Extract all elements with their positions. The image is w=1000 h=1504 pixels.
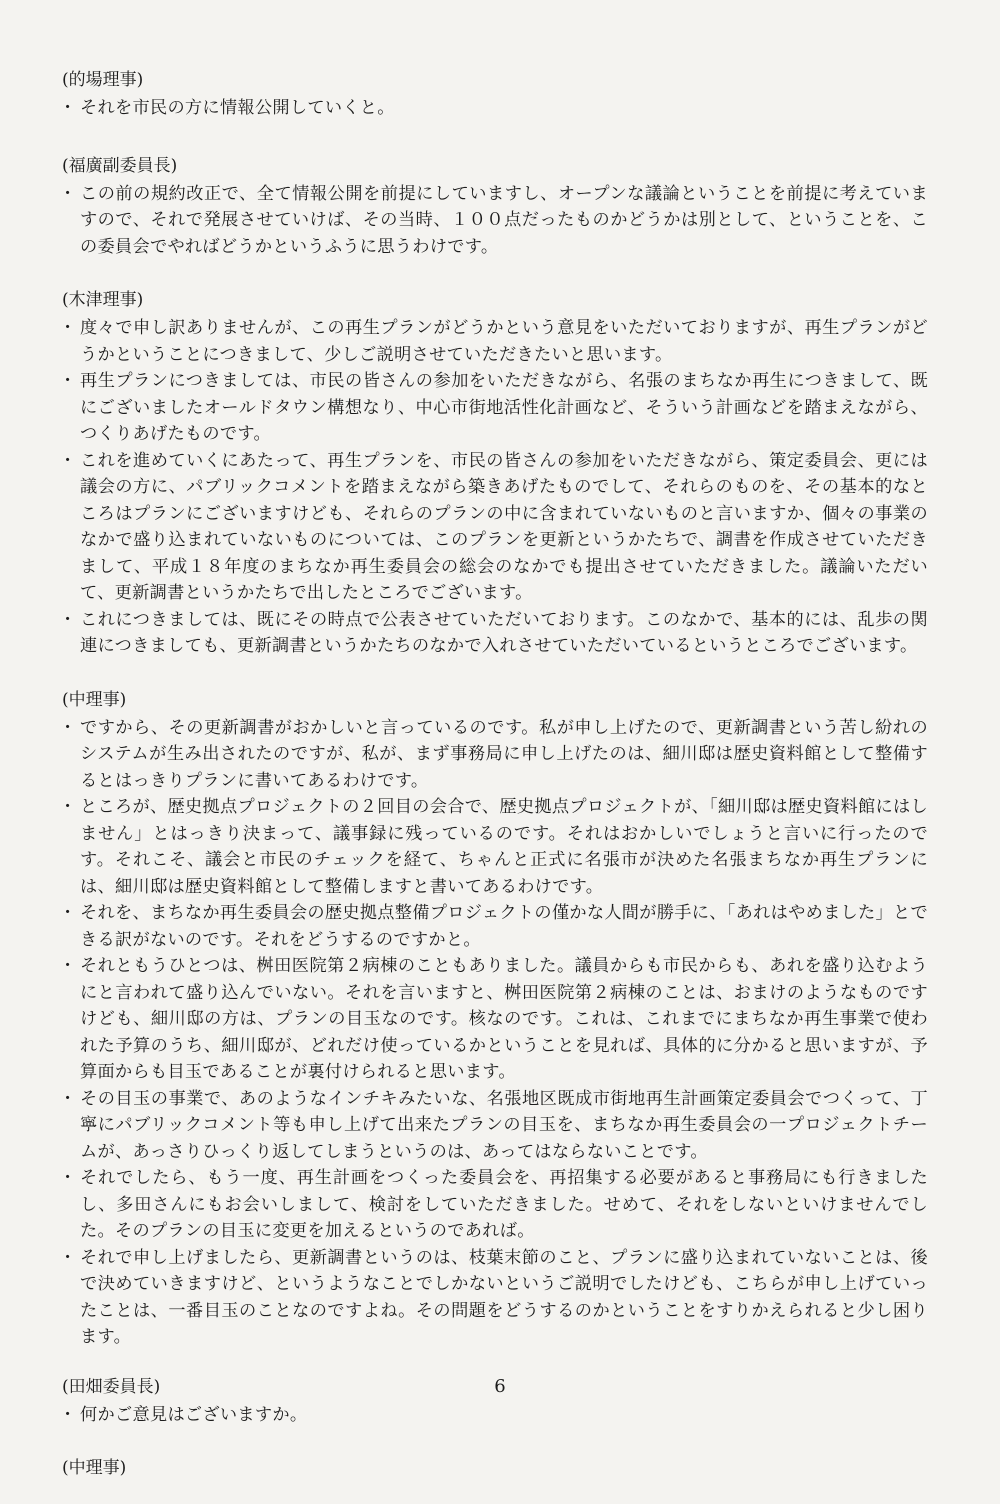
speech-paragraph: ・ それでしたら、もう一度、再生計画をつくった委員会を、再招集する必要があると事務局にも行きましたし、多田さんにもお会いしまして、検討をしていただきました。せめて、それをしないといけませんでした。そのプランの目玉に変更を加えるというのであれば。 — [62, 1165, 928, 1245]
document-page — [62, 66, 928, 1504]
speech-list — [62, 95, 928, 122]
speech-list — [62, 315, 928, 660]
speech-paragraph: ・ それで申し上げましたら、更新調書というのは、枝葉末節のこと、プランに盛り込まれていないことは、後で決めていきますけど、というようなことでしかないというご説明でしたけども、こちらが申し上げていったことは、一番目玉のことなのですよね。その問題をどうするのかということをすりかえられると少し困ります。 — [62, 1245, 928, 1351]
speech-section — [62, 66, 928, 122]
speaker-label: (田畑委員長) — [62, 1376, 161, 1397]
speech-section — [62, 152, 928, 261]
speaker-label: (中理事) — [62, 689, 127, 710]
speech-paragraph: ・ 再生プランにつきましては、市民の皆さんの参加をいただきながら、名張のまちなか再生につきまして、既にございましたオールドタウン構想なり、中心市街地活性化計画など、そういう計画などを踏まえながら、つくりあげたものです。 — [62, 368, 928, 448]
speech-paragraph: ・ これを進めていくにあたって、再生プランを、市民の皆さんの参加をいただきながら、策定委員会、更には議会の方に、パブリックコメントを踏まえながら築きあげたものでして、それらのものを、その基本的なところはプランにございますけども、それらのプランの中に含まれていないものと言いますか、個々の事業のなかで盛り込まれていないものについては、このプランを更新というかたちで、調書を作成させていただきまして、平成１８年度のまちなか再生委員会の総会のなかでも提出させていただきました。議論いただいて、更新調書というかたちで出したところでございます。 — [62, 448, 928, 607]
speaker-label: (木津理事) — [62, 290, 144, 310]
speech-paragraph: ・ 度々で申し訳ありませんが、この再生プランがどうかという意見をいただいておりますが、再生プランがどうかということにつきまして、少しご説明させていただきたいと思います。 — [62, 315, 928, 368]
speech-list — [62, 1402, 928, 1429]
page-number: 6 — [494, 1376, 506, 1397]
speaker-label: (的場理事) — [62, 70, 144, 90]
speech-paragraph: ・ これにつきましては、既にその時点で公表させていただいております。このなかで、基本的には、乱歩の関連につきましても、更新調書というかたちのなかで入れさせていただいているというところでございます。 — [62, 607, 928, 660]
speech-paragraph: ・ その目玉の事業で、あのようなインチキみたいな、名張地区既成市街地再生計画策定委員会でつくって、丁寧にパブリックコメント等も申し上げて出来たプランの目玉を、まちなか再生委員会の一プロジェクトチームが、あっさりひっくり返してしまうというのは、あってはならないことです。 — [62, 1086, 928, 1166]
speech-paragraph: ・ ですから、その更新調書がおかしいと言っているのです。私が申し上げたので、更新調書という苦し紛れのシステムが生み出されたのですが、私が、まず事務局に申し上げたのは、細川邸は歴史資料館として整備するとはっきりプランに書いてあるわけです。 — [62, 715, 928, 795]
speaker-label: (中理事) — [62, 1458, 127, 1478]
speaker-label: (福廣副委員長) — [62, 155, 178, 176]
speech-section — [62, 1454, 928, 1482]
speech-paragraph: ・ 何かご意見はございますか。 — [62, 1402, 928, 1429]
speech-section — [62, 286, 928, 660]
speech-section — [62, 686, 928, 1351]
speech-paragraph: ・ それを、まちなか再生委員会の歴史拠点整備プロジェクトの僅かな人間が勝手に、「あれはやめました」とできる訳がないのです。それをどうするのですかと。 — [62, 900, 928, 953]
speech-paragraph: ・ ところが、歴史拠点プロジェクトの２回目の会合で、歴史拠点プロジェクトが、「細川邸は歴史資料館にはしません」とはっきり決まって、議事録に残っているのです。それはおかしいでしょうと言いに行ったのです。それこそ、議会と市民のチェックを経て、ちゃんと正式に名張市が決めた名張まちなか再生プランには、細川邸は歴史資料館として整備しますと書いてあるわけです。 — [62, 794, 928, 900]
speech-paragraph: ・ それともうひとつは、桝田医院第２病棟のこともありました。議員からも市民からも、あれを盛り込むようにと言われて盛り込んでいない。それを言いますと、桝田医院第２病棟のことは、おまけのようなものですけども、細川邸の方は、プランの目玉なのです。核なのです。これは、これまでにまちなか再生事業で使われた予算のうち、細川邸が、どれだけ使っているかということを見れば、具体的に分かると思いますが、予算面からも目玉であることが裏付けられると思います。 — [62, 953, 928, 1086]
speech-list — [62, 715, 928, 1351]
speech-paragraph: ・ それを市民の方に情報公開していくと。 — [62, 95, 928, 122]
speech-list — [62, 181, 928, 261]
speech-paragraph: ・ この前の規約改正で、全て情報公開を前提にしていますし、オープンな議論ということを前提に考えていますので、それで発展させていけば、その当時、１００点だったものかどうかは別として、ということを、この委員会でやればどうかというふうに思うわけです。 — [62, 181, 928, 261]
